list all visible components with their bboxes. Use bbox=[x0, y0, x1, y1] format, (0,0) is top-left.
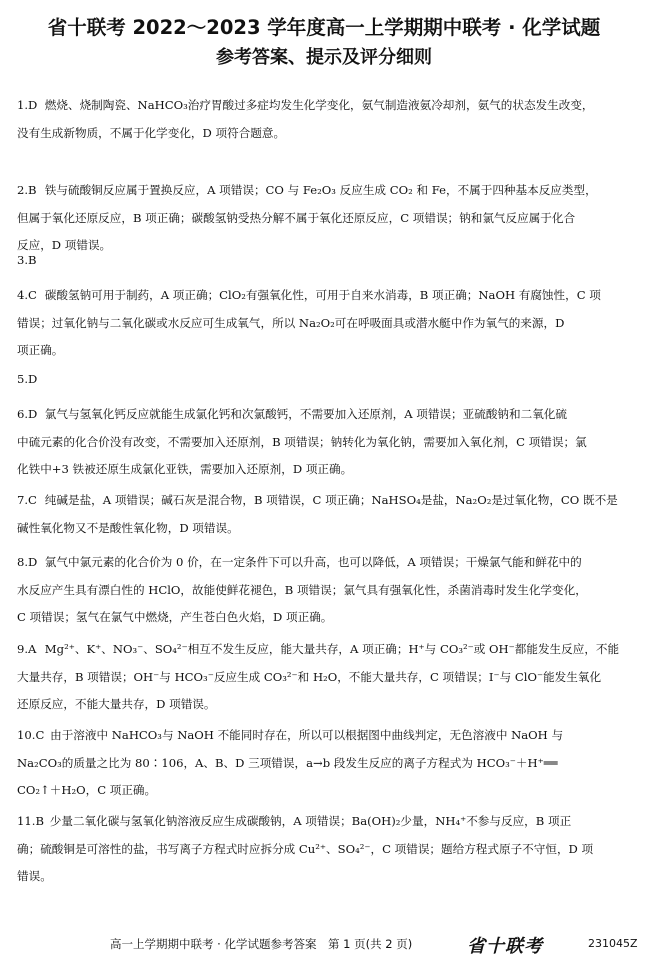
footer-page-info: 高一上学期期中联考 · 化学试题参考答案 第 1 页(共 2 页) bbox=[110, 937, 413, 951]
answer-text-line: 纯碱是盐，A 项错误；碱石灰是混合物，B 项错误，C 项正确；NaHSO₄是盐，Na₂O₂是过氧化物，CO 既不是 bbox=[44, 493, 618, 507]
answer-text-line: 中硫元素的化合价没有改变，不需要加入还原剂，B 项错误；钠转化为氧化钠，需要加入氧化剂，C 项错误；氯 bbox=[17, 434, 587, 449]
answer-number: 9.A bbox=[17, 642, 37, 656]
answer-number: 5.D bbox=[17, 372, 38, 386]
answer-text-line: Mg²⁺、K⁺、NO₃⁻、SO₄²⁻相互不发生反应，能大量共存，A 项正确；H⁺与 CO₃²⁻或 OH⁻都能发生反应，不能 bbox=[44, 642, 620, 656]
answer-text-line: 燃烧、烧制陶瓷、NaHCO₃治疗胃酸过多症均发生化学变化，氨气制造液氨冷却剂，氨气的状态发生改变， bbox=[44, 98, 594, 112]
answer-text-line: 错误；过氧化钠与二氧化碳或水反应可生成氧气，所以 Na₂O₂可在呼吸面具或潜水艇中作为氧气的来源，D bbox=[17, 315, 565, 330]
answer-number: 11.B bbox=[17, 814, 44, 828]
answer-text-line: Na₂CO₃的质量之比为 80∶106，A、B、D 三项错误，a→b 段发生反应的离子方程式为 HCO₃⁻＋H⁺══ bbox=[17, 755, 558, 770]
page-title: 省十联考 2022～2023 学年度高一上学期期中联考 · 化学试题 bbox=[47, 16, 601, 39]
answer-item bbox=[17, 549, 637, 632]
answer-number: 10.C bbox=[17, 728, 45, 742]
footer-doc-code: 231045Z bbox=[588, 937, 638, 950]
answer-text-line: 由于溶液中 NaHCO₃与 NaOH 不能同时存在，所以可以根据图中曲线判定，无色溶液中 NaOH 与 bbox=[50, 728, 564, 742]
answer-text-line: C 项错误；氢气在氯气中燃烧，产生苍白色火焰，D 项正确。 bbox=[17, 610, 333, 624]
answer-item bbox=[17, 282, 637, 365]
answer-text-line: 化铁中+3 铁被还原生成氯化亚铁，需要加入还原剂，D 项正确。 bbox=[17, 462, 353, 476]
answer-text-line: 确；硫酸铜是可溶性的盐，书写离子方程式时应拆分成 Cu²⁺、SO₄²⁻，C 项错误；题给方程式原子不守恒，D 项 bbox=[17, 841, 594, 856]
answer-number: 7.C bbox=[17, 493, 37, 507]
answer-number: 6.D bbox=[17, 407, 38, 421]
answer-text-line: 错误。 bbox=[17, 869, 52, 883]
answer-text-line: 项正确。 bbox=[17, 343, 64, 357]
answer-number: 8.D bbox=[17, 555, 38, 569]
footer-brand-logo: 省十联考 bbox=[467, 936, 543, 957]
answer-number: 4.C bbox=[17, 288, 37, 302]
answer-text-line: 但属于氧化还原反应，B 项正确；碳酸氢钠受热分解不属于氧化还原反应，C 项错误；钠和氯气反应属于化合 bbox=[17, 210, 576, 225]
answer-number: 3.B bbox=[17, 253, 37, 267]
answer-item bbox=[17, 366, 637, 394]
answer-text-line: 水反应产生具有漂白性的 HClO，故能使鲜花褪色，B 项错误；氯气具有强氧化性，杀菌消毒时发生化学变化， bbox=[17, 582, 587, 597]
page-footer bbox=[0, 932, 648, 956]
answer-text-line: CO₂↑＋H₂O，C 项正确。 bbox=[17, 783, 157, 797]
answer-text-line: 碳酸氢钠可用于制药，A 项正确；ClO₂有强氧化性，可用于自来水消毒，B 项正确；NaOH 有腐蚀性，C 项 bbox=[44, 288, 601, 302]
page-subtitle: 参考答案、提示及评分细则 bbox=[216, 47, 432, 68]
answer-text-line: 反应，D 项错误。 bbox=[17, 238, 112, 252]
answer-number: 2.B bbox=[17, 183, 37, 197]
answer-item bbox=[17, 636, 637, 719]
answer-item bbox=[17, 401, 637, 484]
answer-item bbox=[17, 92, 637, 147]
answer-text-line: 大量共存，B 项错误；OH⁻与 HCO₃⁻反应生成 CO₃²⁻和 H₂O，不能大量共存，C 项错误；I⁻与 ClO⁻能发生氧化 bbox=[17, 669, 602, 684]
answer-item bbox=[17, 487, 637, 542]
answer-text-line: 没有生成新物质，不属于化学变化，D 项符合题意。 bbox=[17, 125, 286, 140]
answer-item bbox=[17, 247, 637, 275]
answer-number: 1.D bbox=[17, 98, 38, 112]
answer-text-line: 碱性氧化物又不是酸性氧化物，D 项错误。 bbox=[17, 520, 239, 535]
answer-item bbox=[17, 808, 637, 891]
answer-text-line: 铁与硫酸铜反应属于置换反应，A 项错误；CO 与 Fe₂O₃ 反应生成 CO₂ 和 Fe，不属于四种基本反应类型， bbox=[44, 183, 597, 197]
answer-item bbox=[17, 722, 637, 805]
answer-text-line: 少量二氧化碳与氢氧化钠溶液反应生成碳酸钠，A 项错误；Ba(OH)₂少量，NH₄⁺不参与反应，B 项正 bbox=[49, 814, 572, 828]
answer-text-line: 氯气中氯元素的化合价为 0 价，在一定条件下可以升高，也可以降低，A 项错误；干燥氯气能和鲜花中的 bbox=[44, 555, 582, 569]
answer-text-line: 氯气与氢氧化钙反应就能生成氯化钙和次氯酸钙，不需要加入还原剂，A 项错误；亚硫酸钠和二氧化硫 bbox=[44, 407, 567, 421]
answer-text-line: 还原反应，不能大量共存，D 项错误。 bbox=[17, 697, 216, 711]
